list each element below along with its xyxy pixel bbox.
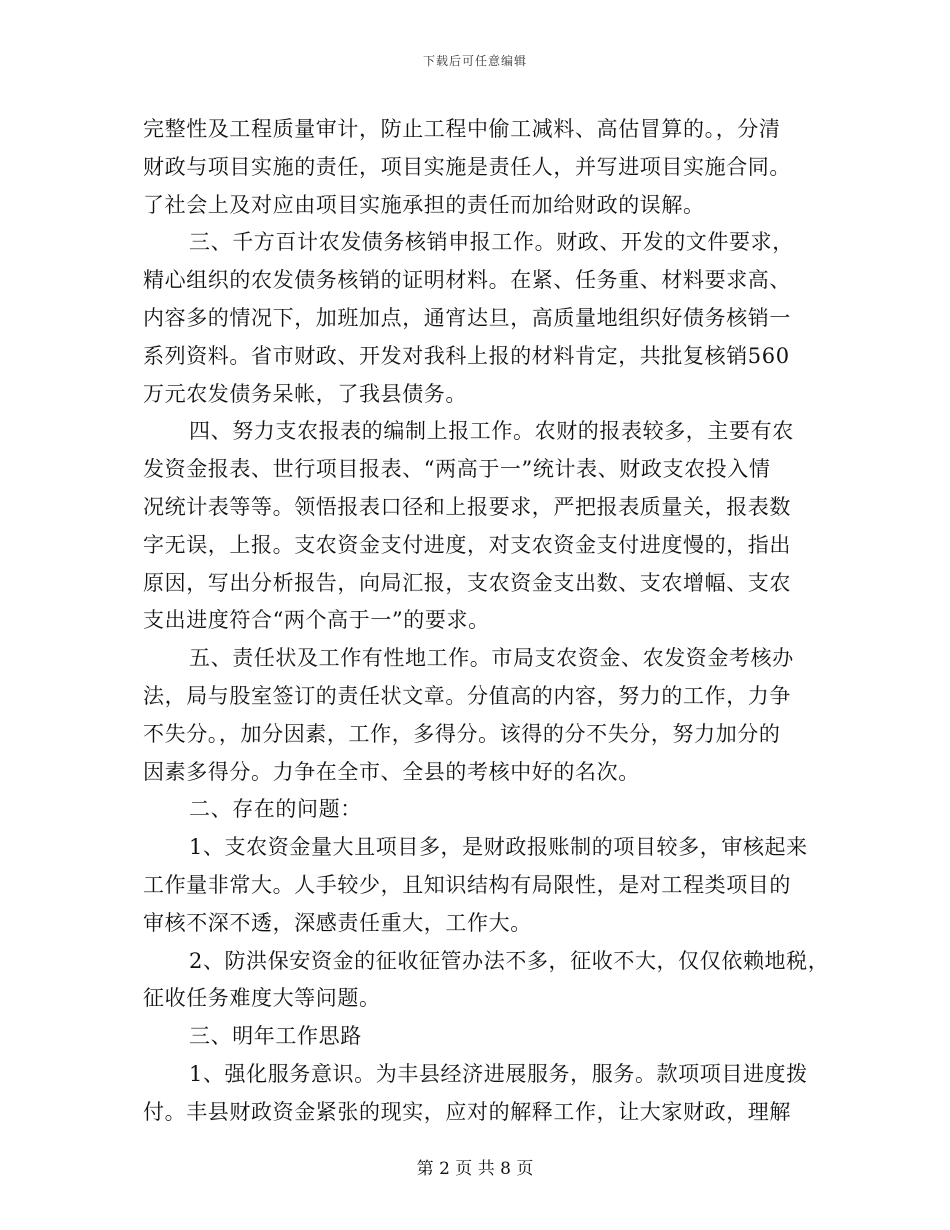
document-body [143, 111, 830, 1132]
text-line: 支出进度符合“两个高于一”的要求。 [143, 608, 490, 633]
text-line: 二、存在的问题： [189, 797, 362, 822]
text-line: 三、千方百计农发债务核销申报工作。财政、开发的文件要求， [189, 230, 794, 255]
text-line: 发资金报表、世行项目报表、“两高于一”统计表、财政支农投入情 [143, 457, 771, 482]
text-line: 审核不深不透，深感责任重大，工作大。 [143, 910, 532, 935]
text-line: 四、努力支农报表的编制上报工作。农财的报表较多，主要有农 [189, 419, 794, 444]
text-line: 不失分。，加分因素，工作，多得分。该得的分不失分，努力加分的 [143, 721, 781, 746]
text-line: 系列资料。省市财政、开发对我科上报的材料肯定，共批复核销560 [143, 343, 790, 368]
text-line: 万元农发债务呆帐，了我县债务。 [143, 381, 467, 406]
text-line: 付。丰县财政资金紧张的现实，应对的解释工作，让大家财政，理解 [143, 1099, 791, 1124]
text-line: 内容多的情况下，加班加点，通宵达旦，高质量地组织好债务核销一 [143, 305, 791, 330]
text-line: 法，局与股室签订的责任状文章。分值高的内容，努力的工作，力争 [143, 683, 791, 708]
page-footer: 第 2 页 共 8 页 [416, 1159, 534, 1179]
text-line: 工作量非常大。人手较少，且知识结构有局限性，是对工程类项目的 [143, 872, 791, 897]
text-line: 精心组织的农发债务核销的证明材料。在紧、任务重、材料要求高、 [143, 268, 791, 293]
text-line: 完整性及工程质量审计，防止工程中偷工减料、高估冒算的。，分清 [143, 117, 781, 141]
text-line: 征收任务难度大等问题。 [143, 986, 381, 1011]
text-line: 三、明年工作思路 [189, 1024, 362, 1049]
text-line: 原因，写出分析报告，向局汇报，支农资金支出数、支农增幅、支农 [143, 570, 791, 595]
text-line: 因素多得分。力争在全市、全县的考核中好的名次。 [143, 759, 640, 784]
text-line: 财政与项目实施的责任，项目实施是责任人，并写进项目实施合同。 [143, 154, 791, 179]
text-line: 1、强化服务意识。为丰县经济进展服务，服务。款项项目进度拨 [189, 1061, 808, 1086]
text-line: 字无误，上报。支农资金支付进度，对支农资金支付进度慢的，指出 [143, 532, 791, 557]
text-line: 2、防洪保安资金的征收征管办法不多，征收不大，仅仅依赖地税， [189, 948, 830, 973]
text-line: 1、支农资金量大且项目多，是财政报账制的项目较多，审核起来 [189, 835, 808, 860]
page-header: 下载后可任意编辑 [422, 54, 527, 68]
text-line: 了社会上及对应由项目实施承担的责任而加给财政的误解。 [143, 192, 705, 217]
text-line: 况统计表等等。领悟报表口径和上报要求，严把报表质量关，报表数 [143, 494, 791, 519]
text-line: 五、责任状及工作有性地工作。市局支农资金、农发资金考核办 [189, 646, 794, 671]
